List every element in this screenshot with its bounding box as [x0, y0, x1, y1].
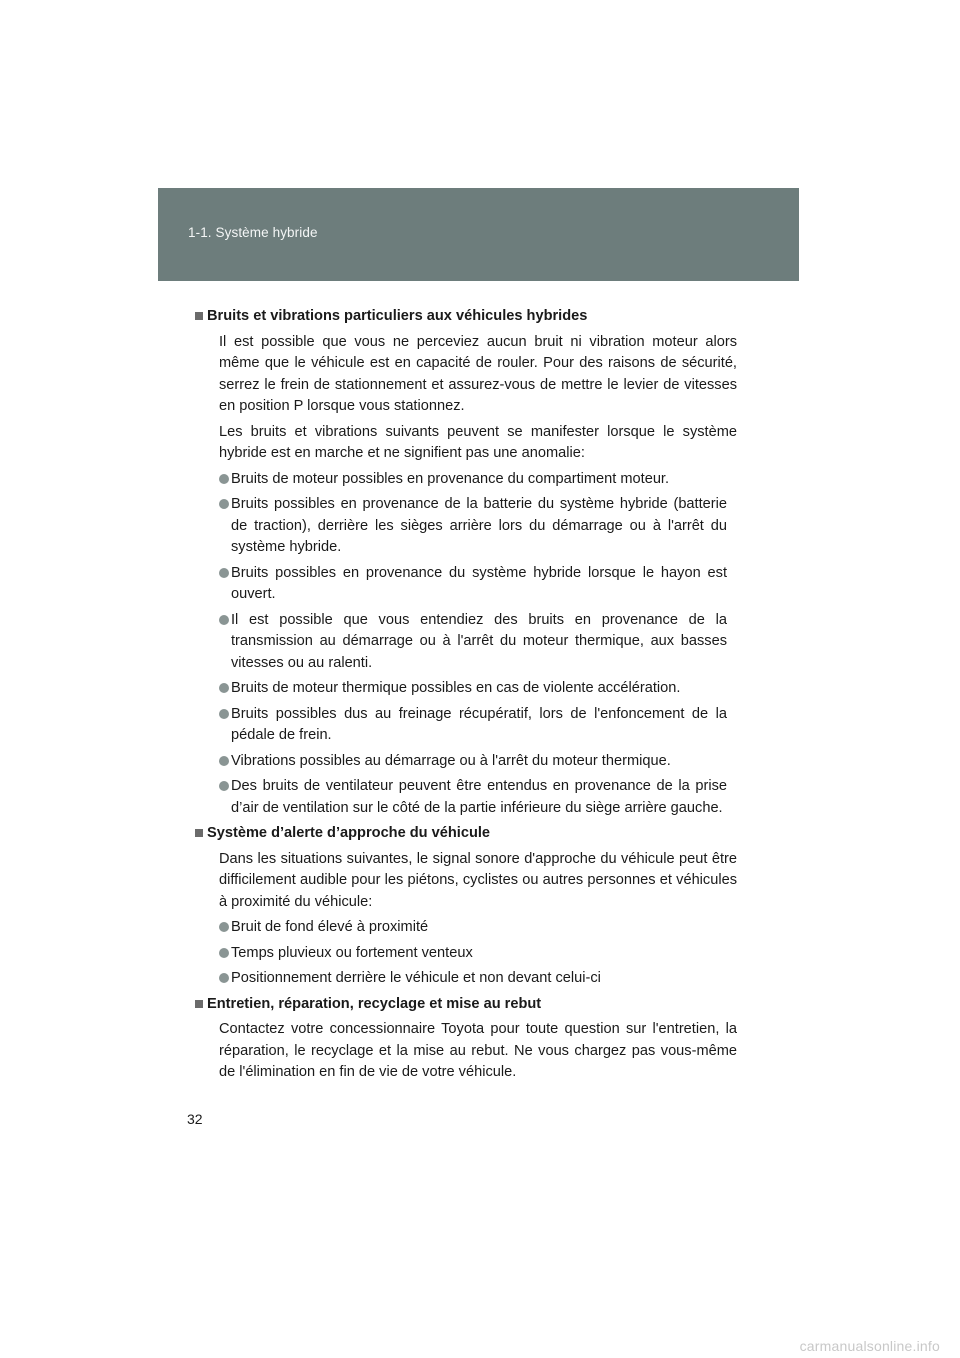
square-bullet-icon	[195, 312, 203, 320]
square-bullet-icon	[195, 1000, 203, 1008]
paragraph: Dans les situations suivantes, le signal sonore d'approche du véhicule peut être difficilement audible pour les piétons, cyclistes ou autres personnes et véhicules à proximité du véhicule:	[219, 850, 737, 910]
page-number: 32	[187, 1111, 203, 1127]
watermark: carmanualsonline.info	[799, 1338, 940, 1354]
section-title: Entretien, réparation, recyclage et mise au rebut	[195, 994, 737, 1016]
list-item: Temps pluvieux ou fortement venteux	[207, 943, 737, 965]
list-item: Positionnement derrière le véhicule et non devant celui-ci	[207, 968, 737, 990]
section-title: Système d’alerte d’approche du véhicule	[195, 823, 737, 845]
section-hybrid-noises	[207, 306, 737, 819]
list-item: Bruits possibles en provenance du système hybride lorsque le hayon est ouvert.	[207, 563, 737, 606]
circle-bullet-icon	[219, 948, 229, 958]
chapter-title: 1-1. Système hybride	[188, 225, 318, 240]
chapter-header-bar	[158, 188, 799, 281]
square-bullet-icon	[195, 829, 203, 837]
circle-bullet-icon	[219, 922, 229, 932]
list-item: Bruit de fond élevé à proximité	[207, 917, 737, 939]
paragraph: Il est possible que vous ne perceviez aucun bruit ni vibration moteur alors même que le véhicule est en capacité de rouler. Pour des raisons de sécurité, serrez le frein de stationnement et assurez-vous de mettre le levier de vitesses en position P lorsque vous stationnez.	[219, 333, 737, 414]
list-item: Bruits possibles en provenance de la batterie du système hybride (batterie de traction), derrière les sièges arrière lors du démarrage ou à l'arrêt du système hybride.	[207, 494, 737, 559]
circle-bullet-icon	[219, 568, 229, 578]
list-item: Bruits de moteur possibles en provenance du compartiment moteur.	[207, 469, 737, 491]
circle-bullet-icon	[219, 756, 229, 766]
list-item: Bruits possibles dus au freinage récupératif, lors de l'enfoncement de la pédale de frein.	[207, 704, 737, 747]
circle-bullet-icon	[219, 683, 229, 693]
circle-bullet-icon	[219, 781, 229, 791]
list-item: Il est possible que vous entendiez des bruits en provenance de la transmission au démarrage ou à l'arrêt du moteur thermique, aux basses vitesses ou au ralenti.	[207, 610, 737, 675]
circle-bullet-icon	[219, 709, 229, 719]
circle-bullet-icon	[219, 499, 229, 509]
list-item: Vibrations possibles au démarrage ou à l'arrêt du moteur thermique.	[207, 751, 737, 773]
list-item: Bruits de moteur thermique possibles en cas de violente accélération.	[207, 678, 737, 700]
section-approach-alert	[207, 823, 737, 990]
circle-bullet-icon	[219, 615, 229, 625]
page-content	[207, 306, 737, 1088]
paragraph: Les bruits et vibrations suivants peuvent se manifester lorsque le système hybride est en marche et ne signifient pas une anomalie:	[219, 423, 737, 461]
section-title: Bruits et vibrations particuliers aux véhicules hybrides	[195, 306, 737, 328]
section-maintenance	[207, 994, 737, 1084]
circle-bullet-icon	[219, 973, 229, 983]
list-item: Des bruits de ventilateur peuvent être entendus en provenance de la prise d’air de ventilation sur le côté de la partie inférieure du siège arrière gauche.	[207, 776, 737, 819]
circle-bullet-icon	[219, 474, 229, 484]
paragraph: Contactez votre concessionnaire Toyota pour toute question sur l'entretien, la réparation, le recyclage et la mise au rebut. Ne vous chargez pas vous-même de l'élimination en fin de vie de votre véhicule.	[219, 1021, 737, 1080]
